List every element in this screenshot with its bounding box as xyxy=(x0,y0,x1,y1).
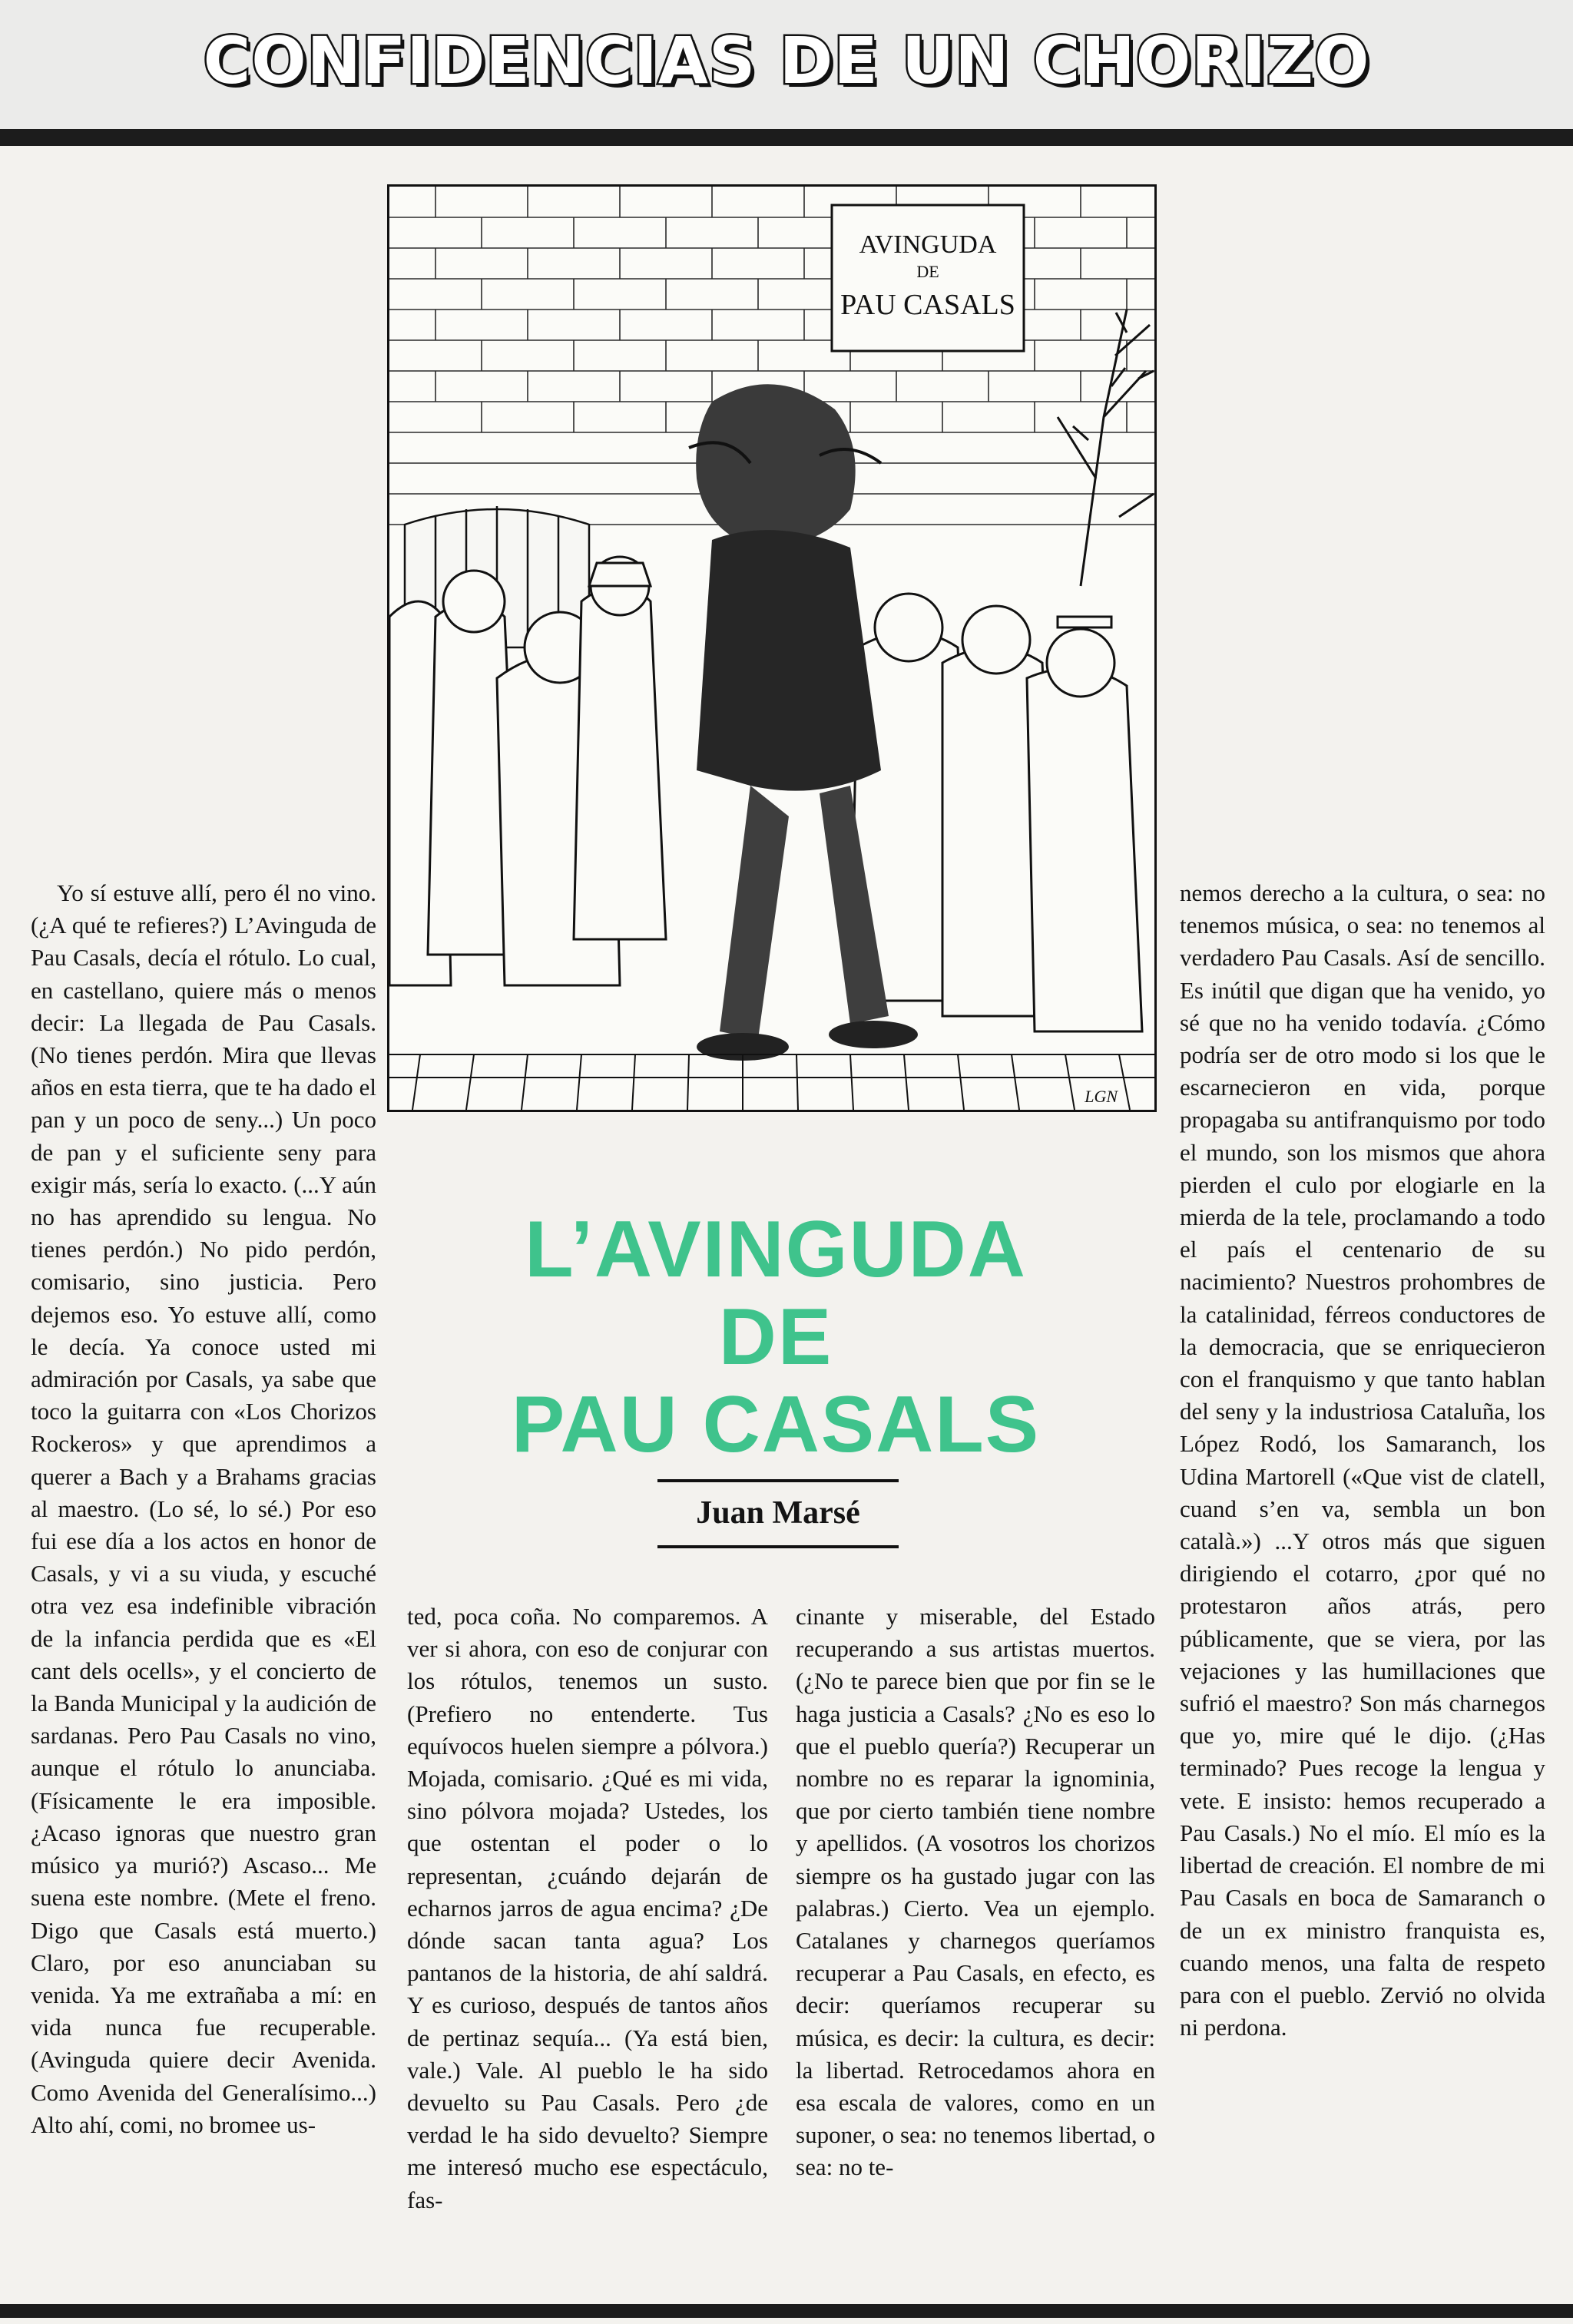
article-column-2 xyxy=(407,1601,768,2216)
sign-line-1: AVINGUDA xyxy=(859,230,997,259)
author-byline: Juan Marsé xyxy=(696,1495,860,1531)
headline-line-3: PAU CASALS xyxy=(511,1380,1041,1469)
sign-line-3: PAU CASALS xyxy=(840,289,1015,321)
column-2-text: ted, poca coña. No comparemos. A ver si ahora, con eso de conjurar con los rótulos, tenemos un susto. (Prefiero no entenderte. Tus equívocos huelen siempre a pólvora.) Mojada, comisario. ¿Qué es mi vida, sino pólvora mojada? Ustedes, los que ostentan el poder o lo representan, ¿cuándo dejarán de echarnos jarros de agua encima? ¿De dónde sacan tanta agua? Los pantanos de la historia, de ahí saldrá. Y es curioso, después de tantos años de pertinaz sequía... (Ya está bien, vale.) Vale. Al pueblo le ha sido devuelto su Pau Casals. Pero ¿de verdad le ha sido devuelto? Siempre me interesó mucho ese espectáculo, fas- xyxy=(407,1603,768,2213)
top-rule xyxy=(0,129,1573,146)
street-scene-drawing xyxy=(389,187,1154,1110)
column-4-text: nemos derecho a la cultura, o sea: no tenemos música, o sea: no tenemos al verdadero Pau Casals. Así de sencillo. Es inútil que digan que ha venido, yo sé que no ha venido todavía. ¿Cómo podría ser de otro modo si los que le escarnecieron en vida, porque propagaba su antifranquismo por todo el mundo, son los mismos que ahora pierden el culo por elogiarle en la mierda de la tele, proclamando a todo el país el centenario de su nacimiento? Nuestros prohombres de la catalinidad, férreos conductores de la democracia, que se enriquecieron con el franquismo y que tanto hablan del seny y la industriosa Cataluña, los López Rodó, los Samaranch, los Udina Martorell («Que vist de clatell, cuand s’en va, sembla un bon català.») ...Y otros más que siguen dirigiendo el cotarro, ¿por qué no protestaron años atrás, pero públicamente, que se viera, por las vejaciones y las humillaciones que sufrió el maestro? Son más charnegos que yo, mire qué le dijo. (¿Has terminado? Pues recoge la lengua y vete. E insisto: hemos recuperado a Pau Casals.) No el mío. El mío es la libertad de creación. El nombre de mi Pau Casals en boca de Samaranch o de un ex ministro franquista es, cuando menos, una falta de respeto para con el pueblo. Zervió no olvida ni perdona. xyxy=(1180,879,1545,2041)
tree-branches xyxy=(1058,310,1154,586)
byline-rule-bottom xyxy=(657,1545,899,1548)
article-headline xyxy=(430,1206,1121,1468)
bottom-rule xyxy=(0,2304,1573,2318)
article-column-4 xyxy=(1180,877,1545,2044)
sign-line-2: DE xyxy=(916,262,939,281)
byline-rule-top xyxy=(657,1479,899,1482)
cobblestone-ground xyxy=(389,1054,1154,1110)
article-column-1 xyxy=(31,877,376,2141)
section-title: CONFIDENCIAS DE UN CHORIZO xyxy=(203,23,1370,98)
artist-signature: LGN xyxy=(1085,1087,1118,1106)
column-3-text: cinante y miserable, del Estado recuperando a sus artistas muertos. (¿No te parece bien que por fin se le haga justicia a Casals? ¿No es eso lo que el pueblo quería?) Recuperar un nombre no es reparar la ignominia, que por cierto también tiene nombre y apellidos. (A vosotros los chorizos siempre os ha gustado jugar con las palabras.) Cierto. Vea un ejemplo. Catalanes y charnegos queríamos recuperar a Pau Casals, en efecto, es decir: queríamos recuperar su música, es decir: la cultura, es decir: la libertad. Retrocedamos ahora en esa escala de valores, como en un suponer, o sea: no tenemos libertad, o sea: no te- xyxy=(796,1603,1155,2181)
article-column-3 xyxy=(796,1601,1155,2184)
illustration xyxy=(387,184,1157,1112)
column-1-text: Yo sí estuve allí, pero él no vino. (¿A qué te refieres?) L’Avinguda de Pau Casals, decía el rótulo. Lo cual, en castellano, quiere más o menos decir: La llegada de Pau Casals. (No tienes perdón. Mira que llevas años en esta tierra, que te ha dado el pan y un poco de seny...) Un poco de pan y el suficiente seny para exigir más, sería lo exacto. (...Y aún no has aprendido su lengua. No tienes perdón.) No pido perdón, comisario, sino justicia. Pero dejemos eso. Yo estuve allí, como le decía. Ya conoce usted mi admiración por Casals, ya sabe que toco la guitarra con «Los Chorizos Rockeros» y que aprendimos a querer a Bach y a Brahams gracias al maestro. (Lo sé, lo sé.) Por eso fui ese día a los actos en honor de Casals, y vi a su viuda, y escuché otra vez esa indefinible vibración de la infancia perdida que es «El cant dels ocells», y el concierto de la Banda Municipal y la audición de sardanas. Pero Pau Casals no vino, aunque el rótulo lo anunciaba. (Físicamente le era imposible. ¿Acaso ignoras que nuestro gran músico ya murió?) Ascaso... Me suena este nombre. (Mete el freno. Digo que Casals está muerto.) Claro, por eso anunciaban su venida. Ya me extrañaba a mí: en vida nunca fue recuperable. (Avinguda quiere decir Avenida. Como Avenida del Generalísimo...) Alto ahí, comi, no bromee us- xyxy=(31,879,376,2138)
headline-line-2: DE xyxy=(718,1293,833,1382)
street-sign xyxy=(832,205,1024,351)
headline-line-1: L’AVINGUDA xyxy=(525,1205,1027,1294)
header-banner xyxy=(0,0,1573,129)
